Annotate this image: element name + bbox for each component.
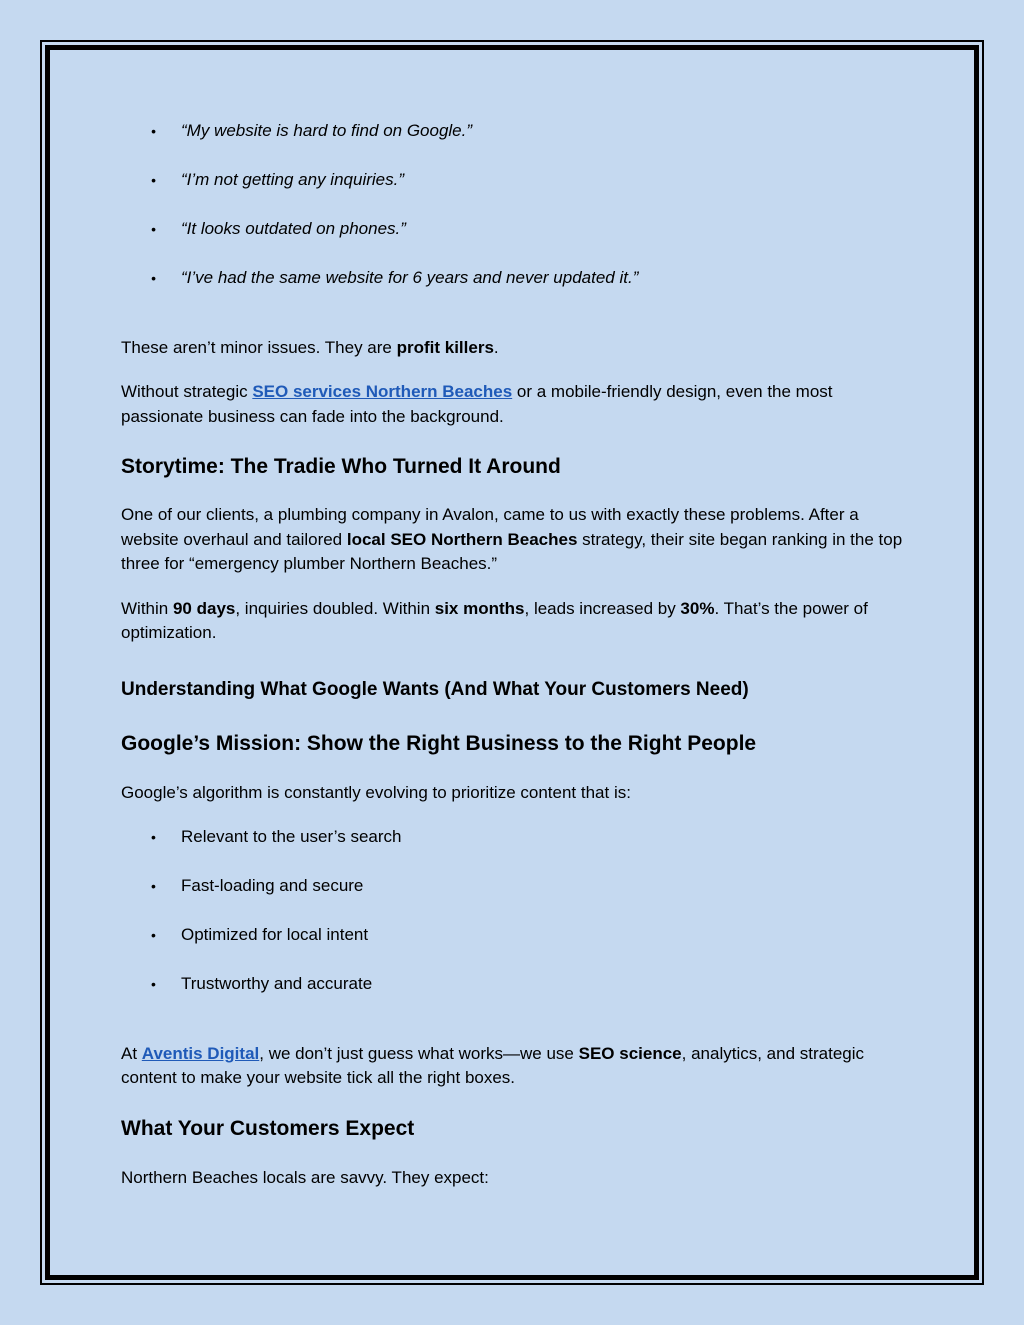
- bullet-icon: •: [151, 829, 156, 845]
- list-item: • “It looks outdated on phones.”: [121, 217, 911, 242]
- bullet-icon: •: [151, 927, 156, 943]
- paragraph-results: Within 90 days, inquiries doubled. Within six months, leads increased by 30%. That’s the power of optimization.: [121, 598, 868, 642]
- paragraph-profit-killers: These aren’t minor issues. They are profit killers.: [121, 337, 499, 357]
- list-item: • “My website is hard to find on Google.”: [121, 119, 911, 144]
- list-item: • Optimized for local intent: [121, 923, 911, 948]
- heading-storytime: Storytime: The Tradie Who Turned It Around: [121, 455, 561, 478]
- bullet-icon: •: [151, 221, 156, 237]
- seo-services-link[interactable]: SEO services Northern Beaches: [252, 382, 513, 401]
- list-item: • Relevant to the user’s search: [121, 825, 911, 850]
- bullet-icon: •: [151, 172, 156, 188]
- list-item: • Trustworthy and accurate: [121, 972, 911, 997]
- quote-list: [121, 119, 911, 291]
- paragraph-locals-expect: Northern Beaches locals are savvy. They expect:: [121, 1167, 489, 1187]
- bullet-icon: •: [151, 976, 156, 992]
- heading-customers-expect: What Your Customers Expect: [121, 1116, 415, 1140]
- paragraph-algorithm: Google’s algorithm is constantly evolving to prioritize content that is:: [121, 782, 631, 802]
- document-body: [121, 119, 911, 1190]
- paragraph-aventis: At Aventis Digital, we don’t just guess what works—we use SEO science, analytics, and strategic content to make your website tick all the right boxes.: [121, 1043, 865, 1087]
- google-priorities-list: [121, 825, 911, 997]
- bullet-icon: •: [151, 123, 156, 139]
- list-item: • Fast-loading and secure: [121, 874, 911, 899]
- heading-understanding: Understanding What Google Wants (And What Your Customers Need): [121, 678, 749, 700]
- bullet-icon: •: [151, 270, 156, 286]
- paragraph-plumbing-story: One of our clients, a plumbing company in Avalon, came to us with exactly these problems. After a website overhaul and tailored local SEO Northern Beaches strategy, their site began ranking in the top three for “emergency plumber Northern Beaches.”: [121, 505, 903, 573]
- paragraph-seo-services: Without strategic SEO services Northern Beaches or a mobile-friendly design, even the most passionate business can fade into the background.: [121, 382, 833, 426]
- list-item: • “I’ve had the same website for 6 years and never updated it.”: [121, 266, 911, 291]
- aventis-digital-link[interactable]: Aventis Digital: [141, 1043, 260, 1063]
- list-item: • “I’m not getting any inquiries.”: [121, 168, 911, 193]
- bullet-icon: •: [151, 878, 156, 894]
- heading-google-mission: Google’s Mission: Show the Right Business to the Right People: [121, 731, 757, 755]
